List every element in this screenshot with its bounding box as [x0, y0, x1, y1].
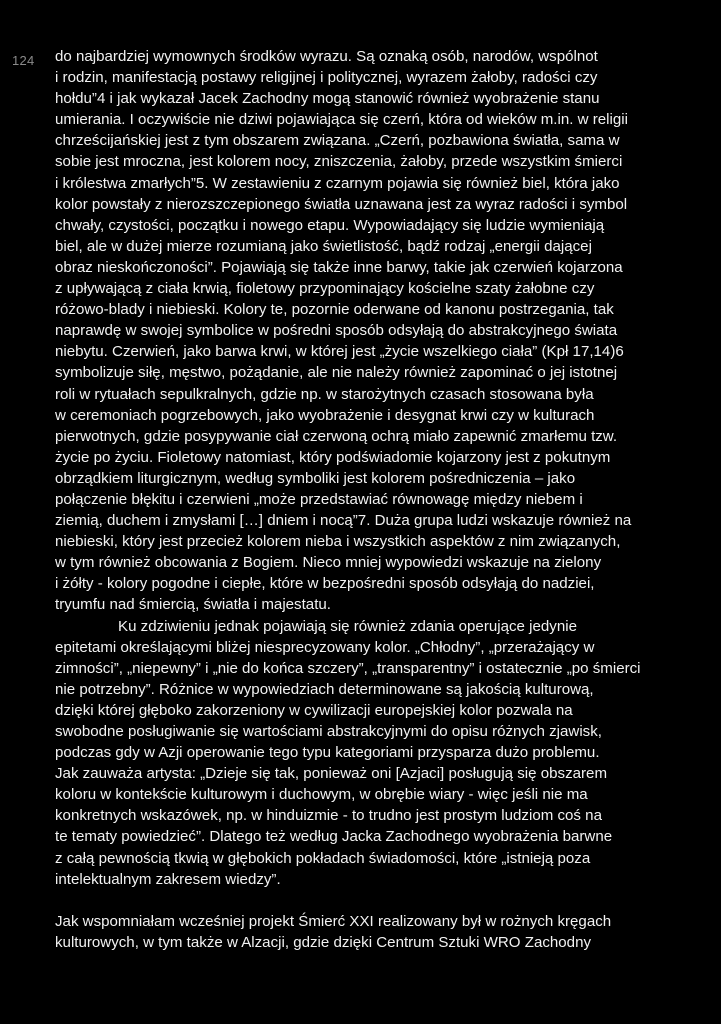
text-line: konkretnych wskazówek, np. w hinduizmie - to trudno jest prostym ludziom coś na	[55, 807, 602, 825]
text-line: Jak zauważa artysta: „Dzieje się tak, ponieważ oni [Azjaci] posługują się obszarem	[55, 765, 608, 783]
text-line: połączenie błękitu i czerwieni „może przedstawiać równowagę między niebem i	[55, 490, 583, 508]
text-line: w tym również obcowania z Bogiem. Nieco mniej wypowiedzi wskazuje na zielony	[55, 554, 602, 572]
text-line: podczas gdy w Azji operowanie tego typu kategoriami przysparza dużo problemu.	[55, 744, 600, 762]
text-line: umierania. I oczywiście nie dziwi pojawiająca się czerń, która od wieków m.in. w religii	[55, 111, 628, 129]
text-line: do najbardziej wymownych środków wyrazu. Są oznaką osób, narodów, wspólnot	[55, 48, 598, 65]
text-line: chrześcijańskiej jest z tym obszarem związana. „Czerń, pozbawiona światła, sama w	[55, 132, 620, 150]
text-line: kulturowych, w tym także w Alzacji, gdzie dzięki Centrum Sztuki WRO Zachodny	[55, 933, 592, 951]
text-line: niebieski, który jest przecież kolorem nieba i wszystkich aspektów z nim związanych,	[55, 533, 621, 551]
text-line: niebytu. Czerwień, jako barwa krwi, w której jest „życie wszelkiego ciała” (Kpł 17,14)6	[55, 343, 624, 361]
text-line: pierwotnych, gdzie posypywanie ciał czerwoną ochrą miało zapewnić zmarłemu tzw.	[55, 427, 618, 445]
text-line: biel, ale w dużej mierze rozumianą jako świetlistość, bądź rodzaj „energii dającej	[55, 237, 592, 255]
text-line: Ku zdziwieniu jednak pojawiają się również zdania operujące jedynie	[118, 617, 577, 635]
text-line: nie potrzebny”. Różnice w wypowiedziach determinowane są jakością kulturową,	[55, 680, 594, 698]
text-line: zimności”, „niepewny” i „nie do końca szczery”, „transparentny” i ostatecznie „po śmierci	[55, 659, 641, 677]
text-line: chwały, czystości, początku i nowego etapu. Wypowiadający się ludzie wymieniają	[55, 216, 605, 234]
text-line: obrządkiem liturgicznym, według symboliki jest kolorem pośredniczenia – jako	[55, 469, 576, 487]
body-text	[55, 46, 677, 953]
text-line: i królestwa zmarłych”5. W zestawieniu z czarnym pojawia się również biel, która jako	[55, 174, 620, 192]
paragraph	[55, 616, 677, 890]
text-line: obraz nieskończoności”. Pojawiają się także inne barwy, takie jak czerwień kojarzona	[55, 258, 623, 276]
text-line: symbolizuje siłę, męstwo, pożądanie, ale nie należy również zapominać o jej istotnej	[55, 364, 618, 382]
text-line: te tematy powiedzieć”. Dlatego też według Jacka Zachodnego wyobrażenia barwne	[55, 828, 613, 846]
text-line: i żółty - kolory pogodne i ciepłe, które w bezpośredni sposób odsyłają do nadziei,	[55, 575, 595, 593]
text-line: kolor powstały z nierozszczepionego światła uznawana jest za wyraz radości i symbol	[55, 195, 628, 213]
text-line: naprawdę w swojej symbolice w pośredni sposób odsyłają do abstrakcyjnego świata	[55, 322, 618, 340]
text-line: intelektualnym zakresem wiedzy”.	[55, 870, 281, 888]
text-line: hołdu”4 i jak wykazał Jacek Zachodny mogą stanowić również wyobrażenie stanu	[55, 90, 600, 108]
paragraph-spacer	[55, 890, 677, 911]
text-line: tryumfu nad śmiercią, światła i majestatu.	[55, 596, 331, 614]
text-line: i rodzin, manifestacją postawy religijnej i politycznej, wyrazem żałoby, radości czy	[55, 69, 598, 87]
text-line: dzięki której głęboko zakorzeniony w cywilizacji europejskiej kolor pozwala na	[55, 701, 573, 719]
paragraph	[55, 46, 677, 616]
paragraph	[55, 911, 677, 953]
text-line: ziemią, duchem i zmysłami […] dniem i nocą”7. Duża grupa ludzi wskazuje również na	[55, 512, 632, 530]
text-line: różowo-blady i niebieski. Kolory te, pozornie oderwane od kanonu postrzegania, tak	[55, 301, 614, 319]
text-line: sobie jest mroczna, jest kolorem nocy, zniszczenia, żałoby, przede wszystkim śmierci	[55, 153, 623, 171]
text-line: koloru w kontekście kulturowym i duchowym, w obrębie wiary - więc jeśli nie ma	[55, 786, 588, 804]
text-line: epitetami określającymi bliżej niesprecyzowany kolor. „Chłodny”, „przerażający w	[55, 638, 595, 656]
text-line: roli w rytuałach sepulkralnych, gdzie np. w starożytnych czasach stosowana była	[55, 385, 594, 403]
text-line: z upływającą z ciała krwią, fioletowy przypominający kościelne szaty żałobne czy	[55, 280, 595, 298]
text-line: życie po życiu. Fioletowy natomiast, który podświadomie kojarzony jest z pokutnym	[55, 448, 611, 466]
text-line: swobodne posługiwanie się wartościami abstrakcyjnymi do opisu różnych zjawisk,	[55, 723, 602, 740]
text-line: Jak wspomniałam wcześniej projekt Śmierć XXI realizowany był w rożnych kręgach	[55, 912, 612, 930]
page-number: 124	[12, 53, 35, 68]
text-line: w ceremoniach pogrzebowych, jako wyobrażenie i desygnat krwi czy w kulturach	[55, 406, 595, 424]
text-line: z całą pewnością tkwią w głębokich pokładach świadomości, które „istnieją poza	[55, 849, 591, 867]
